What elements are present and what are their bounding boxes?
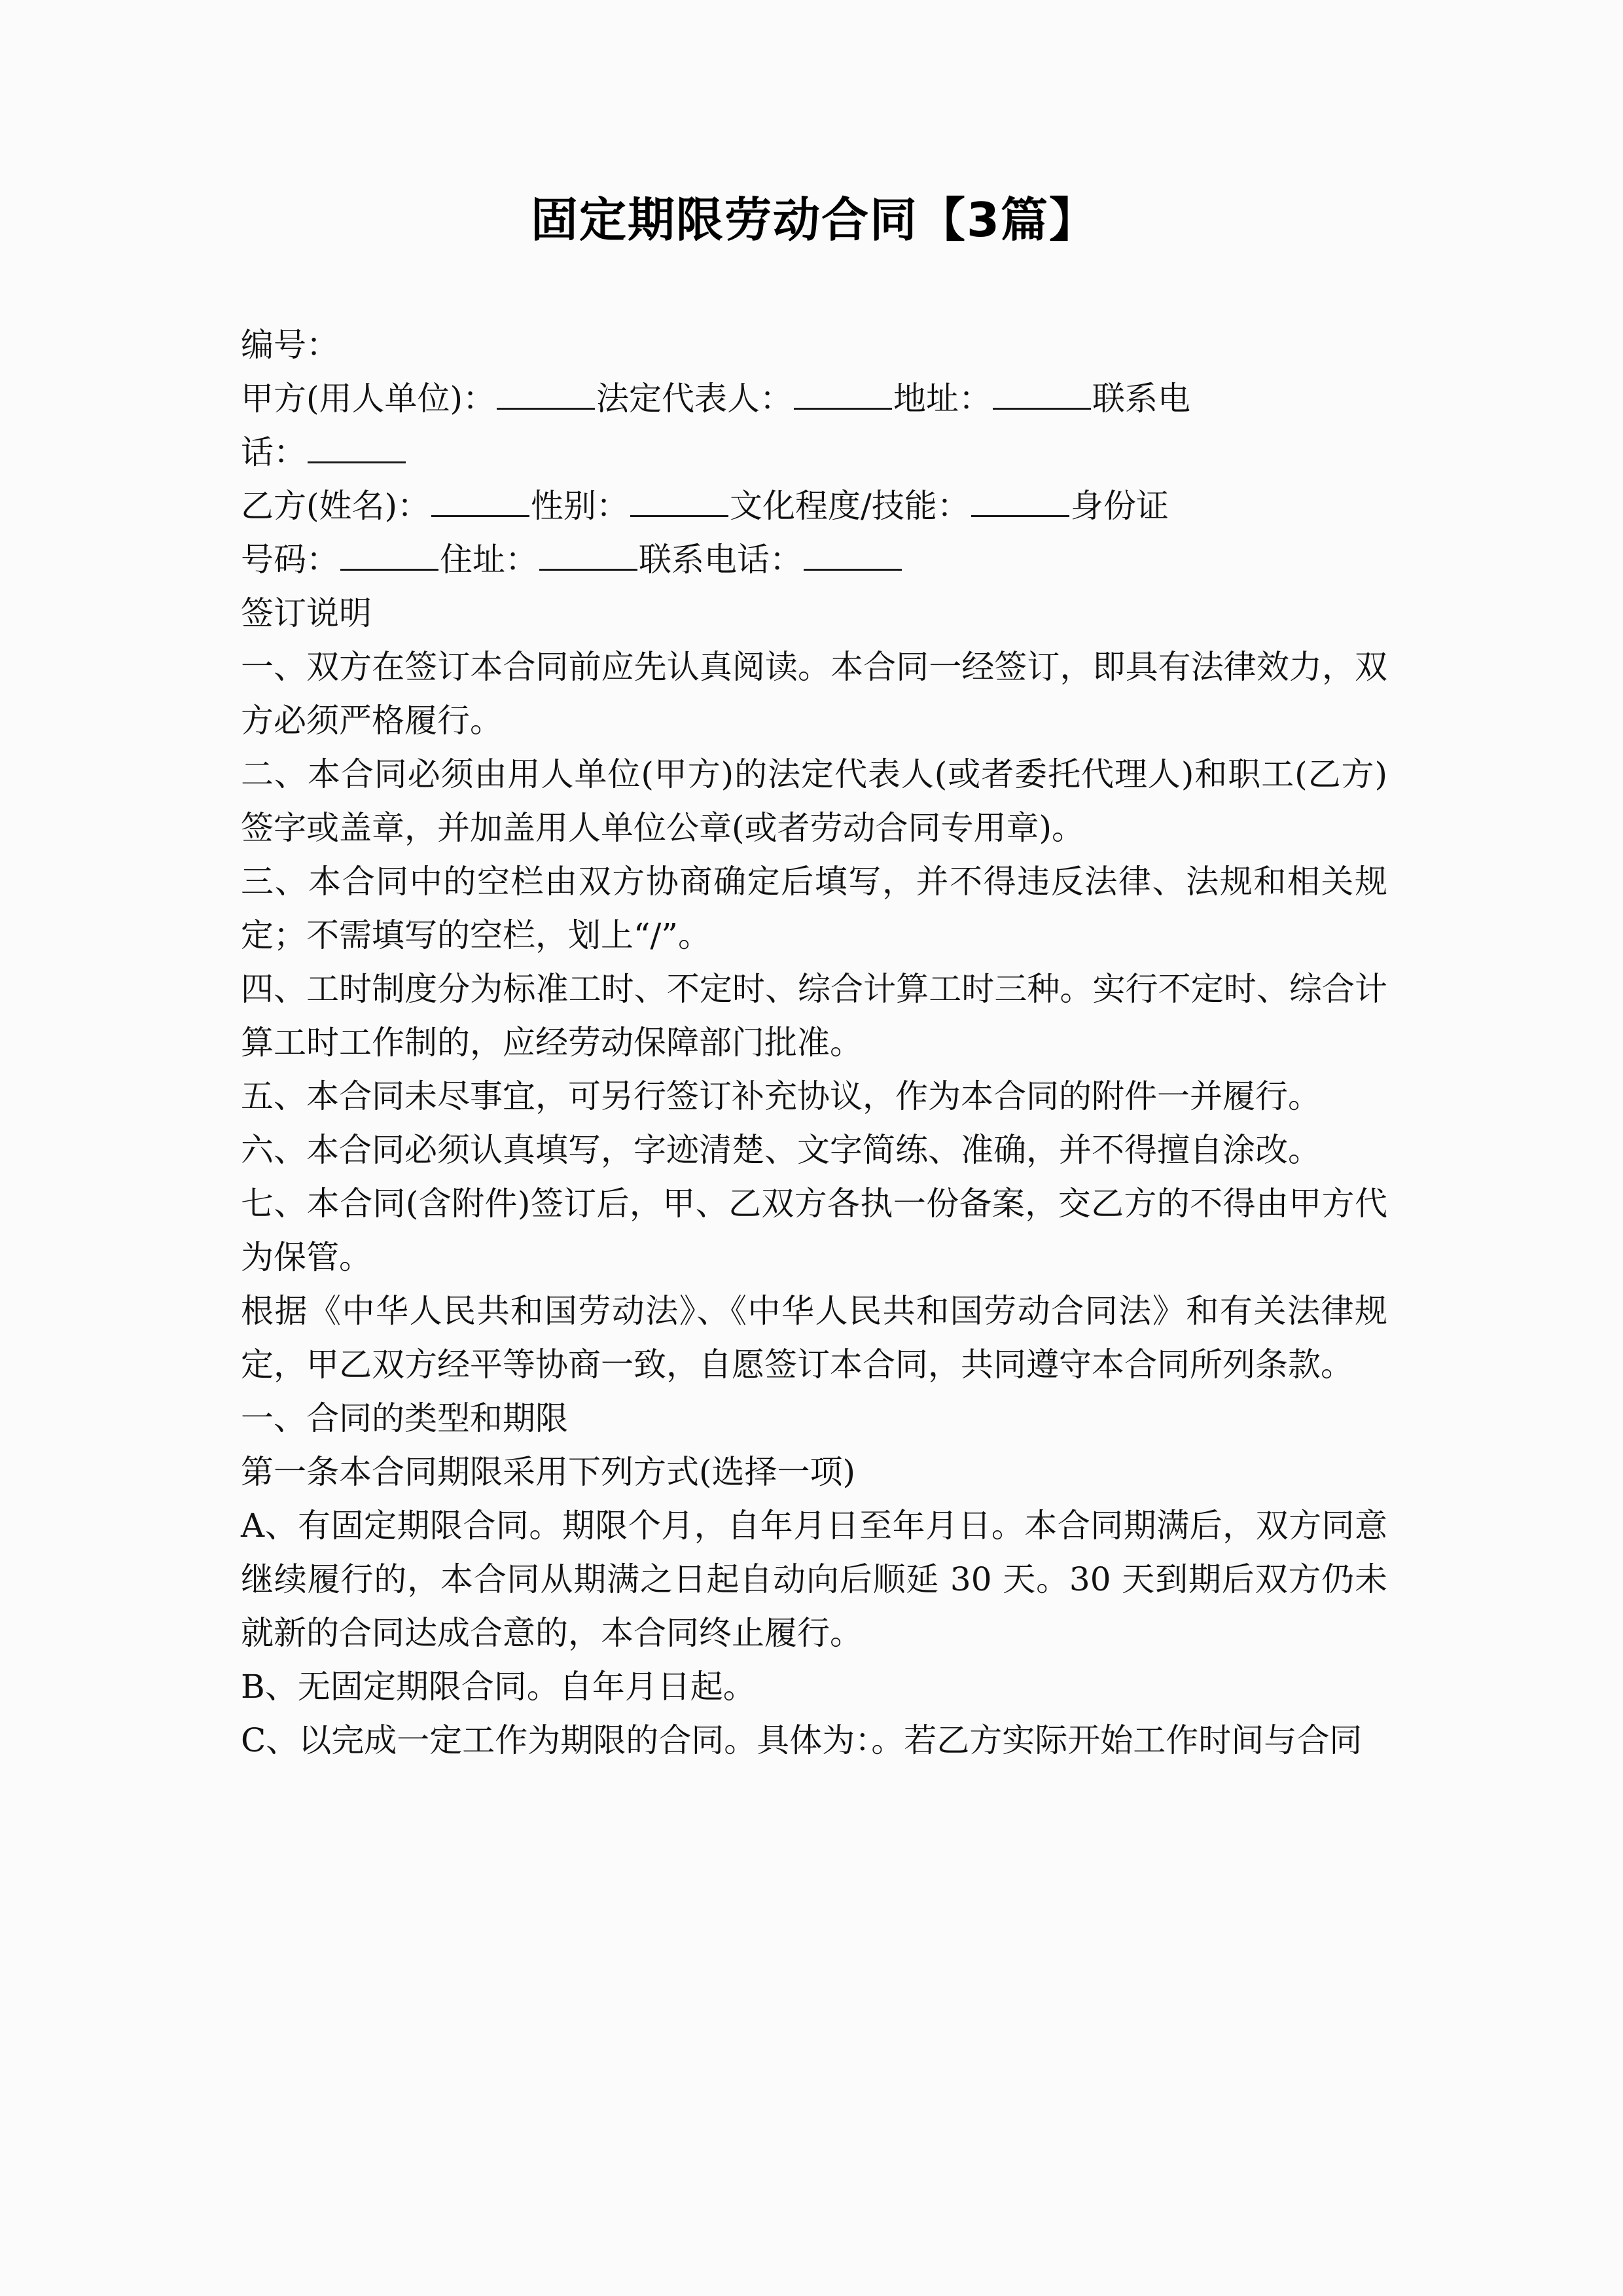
contact-phone-label-part2: 话： (241, 433, 306, 471)
contract-option-a: A、有固定期限合同。期限个月，自年月日至年月日。本合同期满后，双方同意继续履行的，本合同从期满之日起自动向后顺延 30 天。30 天到期后双方仍未就新的合同达成合意的，本合同终止履行。 (241, 1507, 1387, 1652)
party-a-field-line (241, 372, 1387, 425)
party-b-id-continuation-line (241, 533, 1387, 586)
contract-option-c: C、以完成一定工作为期限的合同。具体为：。若乙方实际开始工作时间与合同 (241, 1721, 1363, 1759)
address-label: 地址： (893, 380, 992, 418)
article-one-text: 第一条本合同期限采用下列方式(选择一项) (241, 1453, 856, 1491)
signing-note-2: 二、本合同必须由用人单位(甲方)的法定代表人(或者委托代理人)和职工(乙方)签字或盖章，并加盖用人单位公章(或者劳动合同专用章)。 (241, 755, 1387, 847)
education-skill-label: 文化程度/技能： (730, 487, 970, 525)
signing-note-3: 三、本合同中的空栏由双方协商确定后填写，并不得违反法律、法规和相关规定；不需填写的空栏，划上“/”。 (241, 863, 1387, 954)
party-b-label: 乙方(姓名)： (241, 487, 431, 525)
section-one-heading: 一、合同的类型和期限 (241, 1399, 568, 1437)
id-card-label-part2: 号码： (241, 541, 339, 579)
party-b-field-line (241, 479, 1387, 533)
id-card-input-blank[interactable] (340, 538, 438, 571)
signing-note-7: 七、本合同(含附件)签订后，甲、乙双方各执一份备案，交乙方的不得由甲方代为保管。 (241, 1185, 1387, 1276)
party-a-input-blank[interactable] (497, 377, 595, 410)
serial-number-label: 编号： (241, 326, 339, 364)
party-a-phone-continuation-line (241, 425, 1387, 479)
education-skill-input-blank[interactable] (971, 484, 1069, 518)
signing-note-6: 六、本合同必须认真填写，字迹清楚、文字简练、准确，并不得擅自涂改。 (241, 1131, 1321, 1169)
signing-note-4: 四、工时制度分为标准工时、不定时、综合计算工时三种。实行不定时、综合计算工时工作制的，应经劳动保障部门批准。 (241, 970, 1387, 1062)
address-input-blank[interactable] (993, 377, 1091, 410)
legal-representative-label: 法定代表人： (596, 380, 793, 418)
party-b-phone-label: 联系电话： (639, 541, 802, 579)
signing-instructions-heading: 签订说明 (241, 594, 372, 632)
id-card-label-part1: 身份证 (1070, 487, 1169, 525)
party-b-phone-input-blank[interactable] (804, 538, 902, 571)
preamble-paragraph: 根据《中华人民共和国劳动法》、《中华人民共和国劳动合同法》和有关法律规定，甲乙双方经平等协商一致，自愿签订本合同，共同遵守本合同所列条款。 (241, 1292, 1387, 1384)
party-a-label: 甲方(用人单位)： (241, 380, 496, 418)
gender-label: 性别： (531, 487, 630, 525)
party-b-name-input-blank[interactable] (431, 484, 529, 518)
residence-label: 住址： (440, 541, 538, 579)
party-a-phone-input-blank[interactable] (308, 431, 406, 464)
signing-note-5: 五、本合同未尽事宜，可另行签订补充协议，作为本合同的附件一并履行。 (241, 1077, 1321, 1115)
contract-option-b: B、无固定期限合同。自年月日起。 (241, 1668, 756, 1706)
page-title: 固定期限劳动合同【3篇】 (530, 192, 1098, 247)
residence-input-blank[interactable] (539, 538, 637, 571)
signing-note-1: 一、双方在签订本合同前应先认真阅读。本合同一经签订，即具有法律效力，双方必须严格履行。 (241, 648, 1387, 740)
serial-number-field-line (241, 318, 1387, 372)
gender-input-blank[interactable] (630, 484, 728, 518)
contact-phone-label-part1: 联系电 (1092, 380, 1191, 418)
legal-representative-input-blank[interactable] (794, 377, 892, 410)
